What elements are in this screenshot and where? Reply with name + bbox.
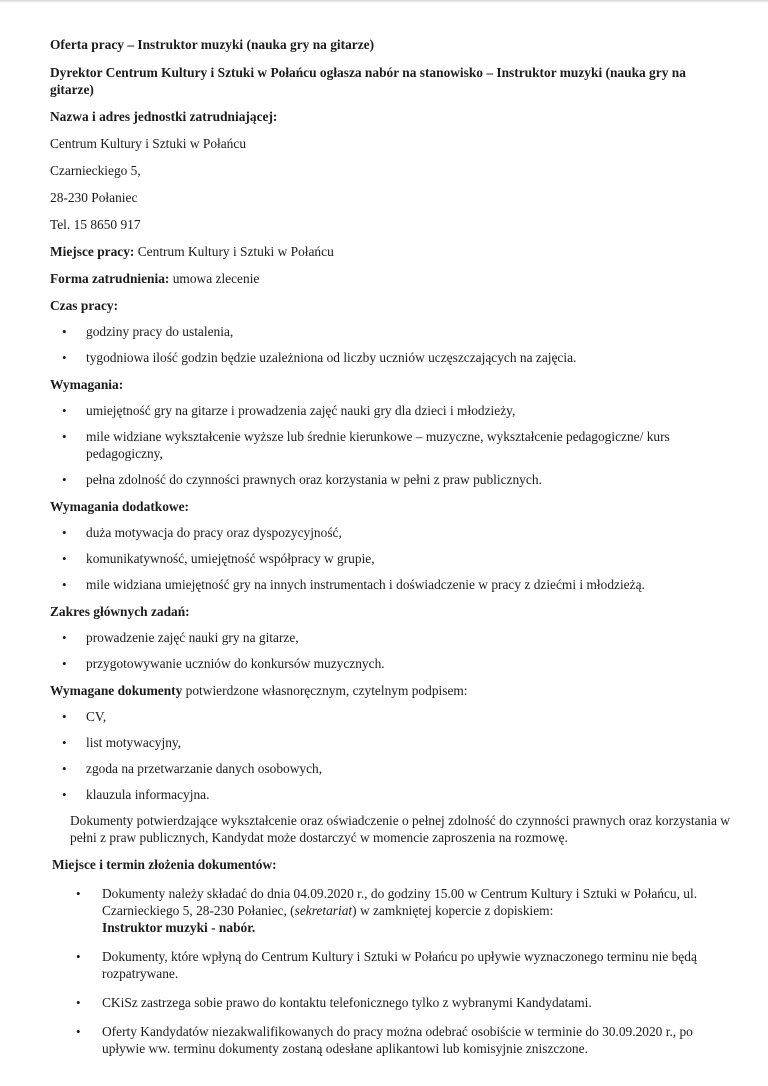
list-item xyxy=(50,550,730,567)
bullet-icon: • xyxy=(76,949,81,964)
bullet-icon: • xyxy=(62,709,67,724)
bullet-icon: • xyxy=(62,429,67,444)
list-item xyxy=(50,655,730,672)
bullet-icon: • xyxy=(76,1024,81,1039)
tasks-heading: Zakres głównych zadań: xyxy=(50,604,190,619)
list-item-text: mile widziana umiejętność gry na innych instrumentach i doświadczenie w pracy z dziećmi i młodzieżą. xyxy=(86,577,645,592)
list-item-text: zgoda na przetwarzanie danych osobowych, xyxy=(86,761,323,776)
workplace-value: Centrum Kultury i Sztuki w Połańcu xyxy=(134,244,334,259)
employment-value: umowa zlecenie xyxy=(169,271,260,286)
list-item xyxy=(50,1023,730,1057)
list-item xyxy=(50,885,730,936)
employer-street: Czarnieckiego 5, xyxy=(50,163,141,178)
bullet-icon: • xyxy=(62,761,67,776)
bullet-icon: • xyxy=(62,551,67,566)
workplace-label: Miejsce pracy: xyxy=(50,244,135,259)
bullet-icon: • xyxy=(76,995,81,1010)
work-time-heading: Czas pracy: xyxy=(50,298,119,313)
employer-city: 28-230 Połaniec xyxy=(50,190,138,205)
list-item xyxy=(50,948,730,982)
list-item-text: Dokumenty, które wpłyną do Centrum Kultury i Sztuki w Połańcu po upływie wyznaczonego terminu nie będą rozpatrywane. xyxy=(102,949,697,981)
workplace-line xyxy=(50,243,730,260)
offer-title: Oferta pracy – Instruktor muzyki (nauka gry na gitarze) xyxy=(50,37,375,52)
bullet-icon: • xyxy=(62,324,67,339)
tasks-list xyxy=(50,629,730,672)
list-item xyxy=(50,786,730,803)
list-item-text: umiejętność gry na gitarze i prowadzenia zajęć nauki gry dla dzieci i młodzieży, xyxy=(86,403,516,418)
list-item-text: Oferty Kandydatów niezakwalifikowanych do pracy można odebrać osobiście w terminie do 30.09.2020 r., po upływie ww. terminu dokumenty zostaną odesłane aplikantowi lub komisyjnie zniszczone. xyxy=(102,1024,693,1056)
scan-edge xyxy=(0,0,768,3)
list-item xyxy=(50,760,730,777)
list-item-text: CKiSz zastrzega sobie prawo do kontaktu telefonicznego tylko z wybranymi Kandydatami. xyxy=(102,995,592,1010)
employment-line xyxy=(50,270,730,287)
documents-list xyxy=(50,708,730,803)
employer-heading: Nazwa i adres jednostki zatrudniającej: xyxy=(50,109,278,124)
list-item xyxy=(50,323,730,340)
employer-name: Centrum Kultury i Sztuki w Połańcu xyxy=(50,136,247,151)
submission-list xyxy=(50,885,730,1057)
list-item-text: klauzula informacyjna. xyxy=(86,787,210,802)
employer-phone: Tel. 15 8650 917 xyxy=(50,217,141,232)
list-item-text: godziny pracy do ustalenia, xyxy=(86,324,234,339)
list-item xyxy=(50,708,730,725)
list-item-text: pełna zdolność do czynności prawnych oraz korzystania w pełni z praw publicznych. xyxy=(86,472,542,487)
list-item xyxy=(50,629,730,646)
submission-item-bold: Instruktor muzyki - nabór. xyxy=(102,920,256,935)
work-time-list xyxy=(50,323,730,366)
documents-label: Wymagane dokumenty xyxy=(50,683,183,698)
extra-requirements-list xyxy=(50,524,730,593)
requirements-list xyxy=(50,402,730,488)
list-item xyxy=(50,349,730,366)
bullet-icon: • xyxy=(62,787,67,802)
submission-heading: Miejsce i termin złożenia dokumentów: xyxy=(52,857,277,872)
submission-item-text-b: ) w zamkniętej kopercie z dopiskiem: xyxy=(352,903,554,918)
bullet-icon: • xyxy=(62,472,67,487)
bullet-icon: • xyxy=(76,886,81,901)
list-item-text: prowadzenie zajęć nauki gry na gitarze, xyxy=(86,630,299,645)
documents-note: Dokumenty potwierdzające wykształcenie oraz oświadczenie o pełnej zdolność do czynności prawnych oraz korzystania w pełni z praw publicznych, Kandydat może dostarczyć w momencie zaproszenia na rozmowę. xyxy=(70,813,730,845)
list-item xyxy=(50,524,730,541)
extra-requirements-heading: Wymagania dodatkowe: xyxy=(50,499,189,514)
list-item xyxy=(50,471,730,488)
list-item-text: CV, xyxy=(86,709,107,724)
list-item xyxy=(50,994,730,1011)
requirements-heading: Wymagania: xyxy=(50,377,124,392)
documents-line xyxy=(50,682,730,699)
documents-value: potwierdzone własnoręcznym, czytelnym podpisem: xyxy=(182,683,468,698)
offer-intro: Dyrektor Centrum Kultury i Sztuki w Połańcu ogłasza nabór na stanowisko – Instruktor muzyki (nauka gry na gitarze) xyxy=(50,65,686,97)
list-item xyxy=(50,402,730,419)
list-item-text: mile widziane wykształcenie wyższe lub średnie kierunkowe – muzyczne, wykształcenie pedagogiczne/ kurs pedagogiczny, xyxy=(86,429,670,461)
bullet-icon: • xyxy=(62,630,67,645)
list-item-text: przygotowywanie uczniów do konkursów muzycznych. xyxy=(86,656,385,671)
list-item-text: komunikatywność, umiejętność współpracy w grupie, xyxy=(86,551,375,566)
bullet-icon: • xyxy=(62,350,67,365)
bullet-icon: • xyxy=(62,525,67,540)
bullet-icon: • xyxy=(62,577,67,592)
list-item xyxy=(50,428,730,462)
list-item xyxy=(50,734,730,751)
employment-label: Forma zatrudnienia: xyxy=(50,271,170,286)
list-item-text: list motywacyjny, xyxy=(86,735,182,750)
list-item-text: tygodniowa ilość godzin będzie uzależniona od liczby uczniów uczęszczających na zajęcia. xyxy=(86,350,577,365)
bullet-icon: • xyxy=(62,735,67,750)
bullet-icon: • xyxy=(62,656,67,671)
document-page xyxy=(50,28,730,1057)
list-item-text: duża motywacja do pracy oraz dyspozycyjność, xyxy=(86,525,342,540)
submission-item-italic: sekretariat xyxy=(294,903,353,918)
submission-section xyxy=(50,856,730,1057)
list-item xyxy=(50,576,730,593)
submission-item-text-a: Dokumenty należy składać do dnia 04.09.2020 r., do godziny 15.00 w Centrum Kultury i Sztuki w Połańcu, ul. Czarnieckiego 5, 28-230 Połaniec, ( xyxy=(102,886,698,918)
bullet-icon: • xyxy=(62,403,67,418)
